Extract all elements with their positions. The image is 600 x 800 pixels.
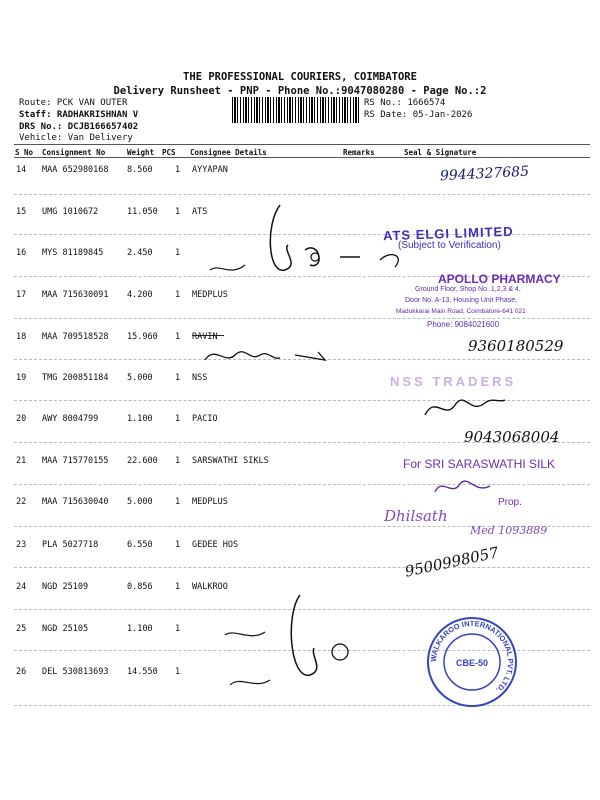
- row-consignee: RAVIN: [192, 332, 218, 342]
- row-consignment: UMG 1010672: [42, 207, 99, 217]
- row-consignee: GEDEE HOS: [192, 540, 239, 550]
- row-consignment: NGD 25105: [42, 624, 89, 634]
- saraswathi-stamp: For SRI SARASWATHI SILK: [403, 457, 556, 471]
- walkaroo-seal-code: CBE-50: [455, 658, 489, 668]
- row-consignee: WALKROO: [192, 582, 228, 592]
- col-consignee: Consignee Details: [190, 148, 267, 157]
- signature-r20-number: 9043068004: [464, 428, 560, 446]
- row-consignment: PLA 5027718: [42, 540, 99, 550]
- row-sno: 24: [16, 582, 27, 592]
- company-title: THE PROFESSIONAL COURIERS, COIMBATORE: [183, 71, 417, 83]
- vehicle-label: Vehicle: Van Delivery: [19, 133, 133, 143]
- row-pcs: 1: [175, 497, 181, 507]
- row-pcs: 1: [175, 456, 181, 466]
- row-sno: 22: [16, 497, 27, 507]
- col-weight: Weight: [127, 148, 155, 157]
- walkaroo-seal: [425, 615, 519, 709]
- pharmacy-addr2: Door No. A-13, Housing Unit Phase,: [405, 297, 518, 304]
- runsheet-subtitle: Delivery Runsheet - PNP - Phone No.:9047080280 - Page No.:2: [113, 85, 487, 97]
- row-consignee: PACIO: [192, 414, 218, 424]
- row-consignment: MAA 715770155: [42, 456, 109, 466]
- pharmacy-addr1: Ground Floor, Shop No. 1,2,3 & 4,: [415, 286, 521, 293]
- row-consignment: MAA 709518528: [42, 332, 109, 342]
- row-weight: 6.550: [127, 540, 153, 550]
- row-pcs: 1: [175, 667, 181, 677]
- row-consignment: MAA 715630091: [42, 290, 109, 300]
- row-consignee: ATS: [192, 207, 208, 217]
- row-pcs: 1: [175, 290, 181, 300]
- col-sno: S No: [15, 148, 34, 157]
- col-pcs: PCS: [162, 148, 176, 157]
- row-sno: 18: [16, 332, 27, 342]
- signature-scribble-ats: [190, 195, 420, 310]
- signature-r23-number: 9500998057: [403, 543, 501, 581]
- pharmacy-addr3: Madukkarai Main Road, Coimbatore-641 021: [396, 308, 526, 315]
- row-sno: 26: [16, 667, 27, 677]
- signature-scribble-nss: [420, 385, 510, 430]
- row-weight: 0.856: [127, 582, 153, 592]
- row-sno: 21: [16, 456, 27, 466]
- row-consignment: DEL 530813693: [42, 667, 109, 677]
- row-sno: 15: [16, 207, 27, 217]
- row-sno: 14: [16, 165, 27, 175]
- ats-stamp: ATS ELGI LIMITED: [382, 223, 514, 244]
- row-weight: 1.100: [127, 624, 153, 634]
- ats-stamp-sub: (Subject to Verification): [398, 240, 501, 251]
- row-weight: 5.000: [127, 497, 153, 507]
- row-pcs: 1: [175, 540, 181, 550]
- signature-scribble-ravin: [200, 340, 340, 370]
- col-remarks: Remarks: [343, 148, 375, 157]
- row-sno: 17: [16, 290, 27, 300]
- prop-label: Prop.: [498, 497, 522, 508]
- row-consignment: NGD 25109: [42, 582, 89, 592]
- row-consignment: TMG 200851184: [42, 373, 109, 383]
- row-pcs: 1: [175, 624, 181, 634]
- nss-stamp: NSS TRADERS: [390, 374, 517, 389]
- rs-date: RS Date: 05-Jan-2026: [364, 110, 473, 120]
- row-pcs: 1: [175, 373, 181, 383]
- row-sno: 23: [16, 540, 27, 550]
- signature-r14-number: 9944327685: [439, 163, 530, 185]
- row-weight: 2.450: [127, 248, 153, 258]
- header-top-rule: [14, 144, 590, 145]
- row-sno: 25: [16, 624, 27, 634]
- row-divider: [14, 567, 590, 568]
- row-weight: 4.200: [127, 290, 153, 300]
- row-pcs: 1: [175, 165, 181, 175]
- row-divider: [14, 318, 590, 319]
- staff-label: Staff: RADHAKRISHNAN V: [19, 110, 139, 120]
- route-label: Route: PCK VAN OUTER: [19, 98, 128, 108]
- row-consignee: MEDPLUS: [192, 497, 228, 507]
- pharmacy-phone: Phone: 9084021600: [427, 320, 500, 329]
- row-weight: 11.050: [127, 207, 158, 217]
- header-bottom-rule: [14, 157, 590, 158]
- col-consignment: Consignment No: [42, 148, 106, 157]
- row-consignee: AYYAPAN: [192, 165, 228, 175]
- col-seal: Seal & Signature: [404, 148, 477, 157]
- row-weight: 22.600: [127, 456, 158, 466]
- signature-r22-name: Dhilsath: [384, 507, 448, 525]
- signature-r18-number: 9360180529: [468, 337, 564, 355]
- row-weight: 15.960: [127, 332, 158, 342]
- row-consignment: MAA 652980168: [42, 165, 109, 175]
- signature-scribble-walkroo: [210, 590, 370, 700]
- row-sno: 19: [16, 373, 27, 383]
- row-consignee: MEDPLUS: [192, 290, 228, 300]
- row-consignee: SARSWATHI SIKLS: [192, 456, 269, 466]
- row-weight: 1.100: [127, 414, 153, 424]
- row-weight: 8.560: [127, 165, 153, 175]
- row-weight: 5.000: [127, 373, 153, 383]
- signature-r22-number: Med 1093889: [470, 524, 548, 537]
- signature-scribble-saraswathi: [430, 472, 500, 502]
- row-consignment: MYS 81189845: [42, 248, 104, 258]
- row-consignee: NSS: [192, 373, 208, 383]
- row-sno: 20: [16, 414, 27, 424]
- row-weight: 14.550: [127, 667, 158, 677]
- rs-number: RS No.: 1666574: [364, 98, 446, 108]
- barcode: [232, 97, 360, 123]
- ravin-strike: [192, 335, 224, 336]
- row-consignment: MAA 715630040: [42, 497, 109, 507]
- row-pcs: 1: [175, 207, 181, 217]
- walkaroo-seal-text: WALKAROO INTERNATIONAL PVT. LTD.: [428, 618, 516, 695]
- pharmacy-stamp: APOLLO PHARMACY: [438, 272, 561, 286]
- row-pcs: 1: [175, 582, 181, 592]
- row-divider: [14, 484, 590, 485]
- row-consignment: AWY 8004799: [42, 414, 99, 424]
- row-sno: 16: [16, 248, 27, 258]
- row-pcs: 1: [175, 248, 181, 258]
- row-pcs: 1: [175, 332, 181, 342]
- row-pcs: 1: [175, 414, 181, 424]
- drs-label: DRS No.: DCJB166657402: [19, 122, 139, 132]
